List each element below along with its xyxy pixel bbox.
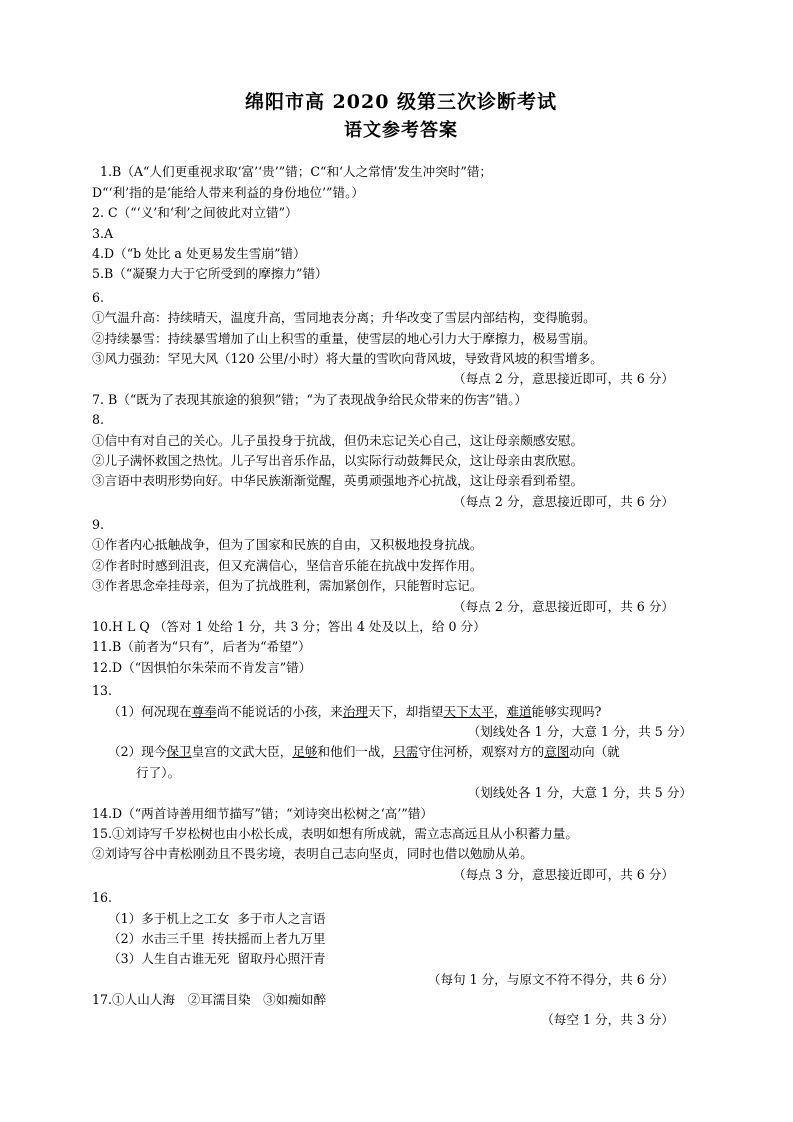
answer-q8-note: （每点 2 分，意思接近即可，共 6 分） xyxy=(453,493,674,509)
answer-q14: 14.D（“两首诗善用细节描写”错；“刘诗突出松树之‘高’”错） xyxy=(92,805,433,821)
answer-q2: 2. C（“‘义’和‘利’之间彼此对立错”） xyxy=(92,205,298,221)
q13-p2-underline-4: 意图 xyxy=(544,744,570,760)
answer-q1-line1: 1.B（A“人们更重视求取‘富’‘贵’”错；C“和‘人之常情’发生冲突时”错； xyxy=(100,164,493,180)
document-title-block xyxy=(92,88,710,144)
answer-q17: 17.①人山人海 ②耳濡目染 ③如痴如醉 xyxy=(92,992,327,1008)
q13-p1-seg-e: 能够实现吗? xyxy=(531,703,602,719)
q13-p2-seg-c: 和他们一战， xyxy=(317,744,394,760)
answer-q13-part2-line2: 行了）。 xyxy=(136,764,181,780)
q13-p1-underline-2: 治理 xyxy=(342,703,368,719)
answer-q13-part2 xyxy=(92,742,710,762)
answer-q16-part2: （2）水击三千里 抟扶摇而上者九万里 xyxy=(108,930,326,946)
q13-p2-seg-e: 动向（就 xyxy=(569,744,620,760)
answer-q8-point3: ③言语中表明形势向好。中华民族渐渐觉醒，英勇顽强地齐心抗战，这让母亲看到希望。 xyxy=(92,473,584,489)
q13-p2-seg-b: 皇宫的文武大臣， xyxy=(191,744,293,760)
answer-q9-point2: ②作者时时感到沮丧，但又充满信心，坚信音乐能在抗战中发挥作用。 xyxy=(92,557,483,573)
q13-p2-underline-3: 只需 xyxy=(393,744,419,760)
answer-q8-label: 8. xyxy=(92,412,105,428)
answer-q1-line2: D“‘利’指的是‘能给人带来利益的身份地位’”错。） xyxy=(92,184,364,200)
answer-q8-point2: ②儿子满怀救国之热忱。儿子写出音乐作品，以实际行动鼓舞民众，这让母亲由衷欣慰。 xyxy=(92,452,584,468)
answer-q6-label: 6. xyxy=(92,289,105,305)
answer-q15-note: （每点 3 分，意思接近即可，共 6 分） xyxy=(453,866,674,882)
answer-q9-point1: ①作者内心抵触战争，但为了国家和民族的自由，又积极地投身抗战。 xyxy=(92,537,483,553)
answer-q7: 7. B（“既为了表现其旅途的狼狈”错；“为了表现战争给民众带来的伤害”错。） xyxy=(92,391,528,407)
answer-q9-note: （每点 2 分，意思接近即可，共 6 分） xyxy=(453,598,674,614)
q13-p2-underline-1: 保卫 xyxy=(166,744,192,760)
q13-p2-underline-2: 足够 xyxy=(292,744,318,760)
answer-q13-part1-note: （划线处各 1 分，大意 1 分，共 5 分） xyxy=(467,723,692,739)
answer-q15-point2: ②刘诗写谷中青松刚劲且不畏劣境，表明自己志向坚贞，同时也借以勉励从弟。 xyxy=(92,846,533,862)
q13-p1-underline-4: 难道 xyxy=(506,703,532,719)
answer-q16-part3: （3）人生自古谁无死 留取丹心照汗青 xyxy=(108,951,326,967)
answer-q12: 12.D（“因惧怕尔朱荣而不肯发言”错） xyxy=(92,659,312,675)
answer-q17-note: （每空 1 分，共 3 分） xyxy=(541,1012,674,1028)
answer-q16-note: （每句 1 分，与原文不符不得分，共 6 分） xyxy=(427,971,674,987)
answer-q8-point1: ①信中有对自己的关心。儿子虽投身于抗战，但仍未忘记关心自己，这让母亲颇感安慰。 xyxy=(92,432,584,448)
answer-q6-point1: ①气温升高：持续晴天，温度升高，雪同地表分离；升华改变了雪层内部结构，变得脆弱。 xyxy=(92,310,596,326)
document-content xyxy=(92,88,710,1031)
answer-q16-label: 16. xyxy=(92,890,113,906)
q13-p2-seg-a: （2）现今 xyxy=(108,744,167,760)
page-title: 绵阳市高 2020 级第三次诊断考试 xyxy=(244,91,558,113)
answer-q9-label: 9. xyxy=(92,517,105,533)
answer-q5: 5.B（“凝聚力大于它所受到的摩擦力”错） xyxy=(92,266,328,282)
q13-p1-seg-b: 尚不能说话的小孩，来 xyxy=(216,703,343,719)
answer-q4: 4.D（“b 处比 a 处更易发生雪崩”错） xyxy=(92,246,306,261)
q13-p1-underline-1: 尊奉 xyxy=(191,703,217,719)
answer-q3: 3.A xyxy=(92,225,114,241)
answer-q13-part1 xyxy=(92,702,710,722)
answer-q11: 11.B（前者为“只有”，后者为“希望”） xyxy=(92,639,311,655)
answer-q9-point3: ③作者思念牵挂母亲，但为了抗战胜利，需加紧创作，只能暂时忘记。 xyxy=(92,578,483,594)
answers-body xyxy=(92,162,710,1030)
q13-p2-seg-d: 守住河桥，观察对方的 xyxy=(418,744,545,760)
answer-q6-point2: ②持续暴雪：持续暴雪增加了山上积雪的重量，使雪层的地心引力大于摩擦力，极易雪崩。 xyxy=(92,330,596,346)
q13-p1-underline-3: 天下太平 xyxy=(443,703,494,719)
answer-q16-part1: （1）多于机上之工女 多于市人之言语 xyxy=(108,910,326,926)
q13-p1-seg-c: 天下，却指望 xyxy=(367,703,444,719)
answer-q15-point1: 15.①刘诗写千岁松树也由小松长成，表明如想有所成就，需立志高远且从小积蓄力量。 xyxy=(92,825,578,841)
answer-q13-part2-note: （划线处各 1 分，大意 1 分，共 5 分） xyxy=(467,785,692,801)
q13-p1-seg-d: ， xyxy=(493,703,507,719)
page-subtitle: 语文参考答案 xyxy=(344,120,458,142)
answer-q6-note: （每点 2 分，意思接近即可，共 6 分） xyxy=(453,371,674,387)
q13-p1-seg-a: （1）何况现在 xyxy=(108,703,192,719)
answer-q13-label: 13. xyxy=(92,683,113,699)
answer-q6-point3: ③风力强劲：罕见大风（120 公里/小时）将大量的雪吹向背风坡，导致背风坡的积雪增多。 xyxy=(92,350,603,366)
answer-q10: 10.H L Q （答对 1 处给 1 分，共 3 分；答出 4 处及以上，给 0 分） xyxy=(92,619,486,635)
